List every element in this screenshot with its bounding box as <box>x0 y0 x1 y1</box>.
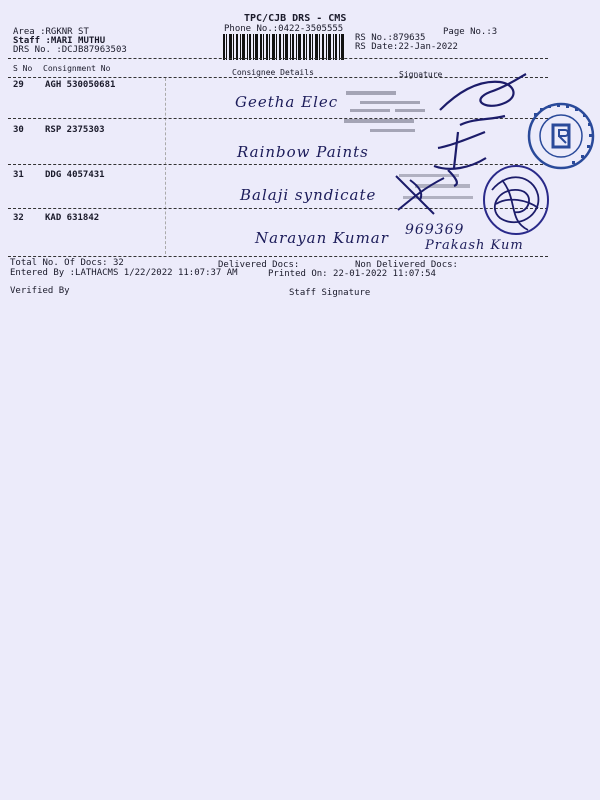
row-consignment: AGH 530050681 <box>45 80 116 90</box>
printed-on: Printed On: 22-01-2022 11:07:54 <box>268 269 436 279</box>
non-delivered-docs: Non Delivered Docs: <box>355 260 458 270</box>
area-label: Area :RGKNR ST <box>13 27 89 37</box>
column-sno: S No <box>13 64 33 73</box>
column-consignee: Consignee Details <box>232 68 314 77</box>
phone-number: Phone No.:0422-3505555 <box>224 24 344 34</box>
row-sno: 29 <box>13 80 24 90</box>
staff-signature: Staff Signature <box>289 288 371 298</box>
row-sno: 31 <box>13 170 24 180</box>
column-divider <box>165 78 166 254</box>
handwritten-name: Prakash Kum <box>425 238 524 253</box>
header-top-rule <box>8 58 548 59</box>
row-consignee-handwriting: Narayan Kumar <box>255 229 389 247</box>
row-consignee-handwriting: Geetha Elec <box>235 93 339 111</box>
column-consignment: Consignment No <box>43 64 111 73</box>
signature-scribble <box>478 160 558 250</box>
row-sno: 32 <box>13 213 24 223</box>
handwritten-phone: 969369 <box>405 222 465 238</box>
rs-number: RS No.:879635 <box>355 33 426 43</box>
row-consignee-handwriting: Rainbow Paints <box>237 143 369 161</box>
column-signature: Signature <box>399 70 443 79</box>
delivered-docs: Delivered Docs: <box>218 260 300 270</box>
page-number: Page No.:3 <box>443 27 498 37</box>
entered-by: Entered By :LATHACMS 1/22/2022 11:07:37 AM <box>10 268 238 278</box>
table-bottom-rule <box>8 256 548 257</box>
total-docs: Total No. Of Docs: 32 <box>10 258 124 268</box>
row-sno: 30 <box>13 125 24 135</box>
barcode-icon <box>223 34 345 60</box>
verified-by: Verified By <box>10 286 70 296</box>
row-consignment: RSP 2375303 <box>45 125 105 135</box>
row-consignment: DDG 4057431 <box>45 170 105 180</box>
row-consignee-handwriting: Balaji syndicate <box>240 186 377 204</box>
rs-date: RS Date:22-Jan-2022 <box>355 42 458 52</box>
row-consignment: KAD 631842 <box>45 213 100 223</box>
drs-number: DRS No. :DCJB87963503 <box>13 45 127 55</box>
document-title: TPC/CJB DRS - CMS <box>244 13 347 24</box>
signature-scribble <box>390 170 450 220</box>
staff-label: Staff :MARI MUTHU <box>13 36 106 46</box>
